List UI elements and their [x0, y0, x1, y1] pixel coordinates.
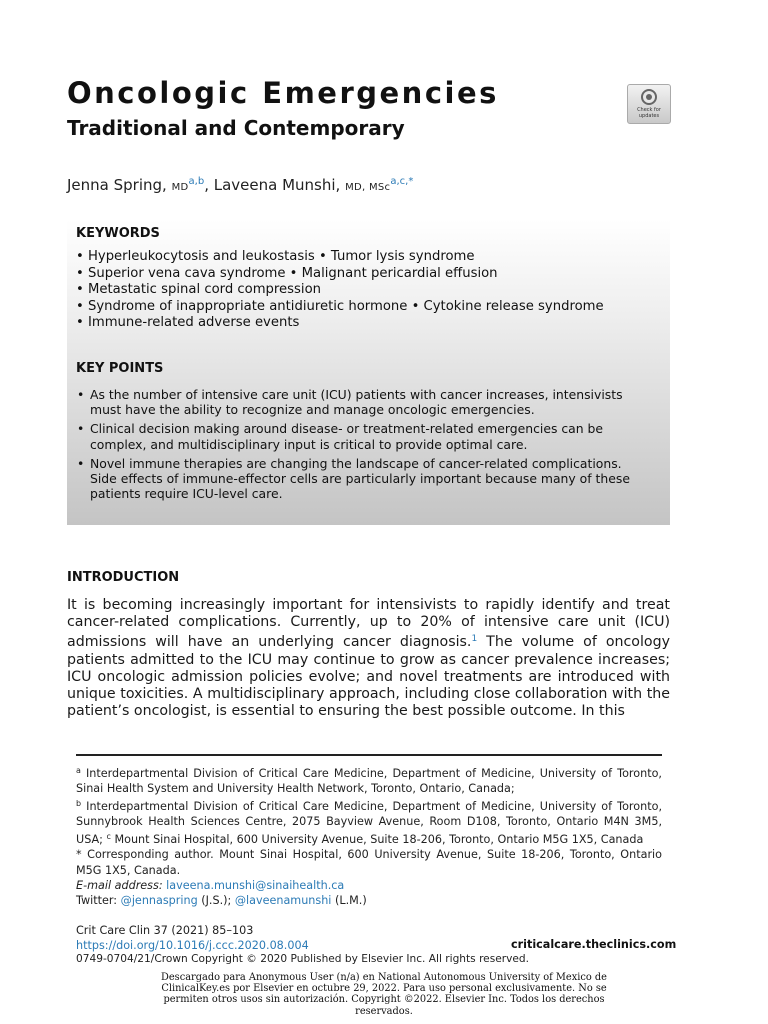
author-line: [67, 176, 413, 194]
keywords-list: [76, 249, 604, 332]
journal-citation: Crit Care Clin 37 (2021) 85–103: [76, 924, 254, 937]
intro-text-part: The volume of oncology patients admitted to the ICU may continue to grow as cancer prevalence increases; ICU oncologic admission policies evolve; and novel treatments are introduced with unique toxicities. A multidisciplinary approach, including close collaboration with the patient’s oncologist, is essential to ensuring the best possible outcome. In this: [67, 634, 670, 720]
affiliation-text: Mount Sinai Hospital, 600 University Avenue, Suite 18-206, Toronto, Ontario M5G 1X5, Canada: [114, 833, 644, 847]
journal-site-link[interactable]: criticalcare.theclinics.com: [511, 938, 677, 951]
twitter-link-laveena[interactable]: @laveenamunshi: [234, 893, 332, 907]
footnote-mark: c: [106, 832, 111, 842]
copyright-line: 0749-0704/21/Crown Copyright © 2020 Published by Elsevier Inc. All rights reserved.: [76, 953, 529, 965]
key-point: • Clinical decision making around disease- or treatment-related emergencies can be complex, and multidisciplinary input is critical to provide optimal care.: [76, 421, 649, 451]
introduction-heading: INTRODUCTION: [67, 570, 180, 585]
key-point: • Novel immune therapies are changing the landscape of cancer-related complications. Side effects of immune-effector cells are particularly important because many of these patients require ICU-level care.: [76, 456, 649, 502]
affiliation-marker[interactable]: a,c,*: [390, 176, 414, 187]
footnote-mark: b: [76, 799, 82, 809]
check-for-updates-label: Check for updates: [637, 107, 661, 119]
introduction-text: [67, 597, 670, 720]
intro-text-part: It is becoming increasingly important for intensivists to rapidly identify and treat cancer-related complications. Currently, up to 20% of intensive care unit (ICU) admissions will have an underlying cancer diagnosis.: [67, 597, 670, 651]
twitter-note: (J.S.);: [201, 893, 232, 907]
keyword-line: • Syndrome of inappropriate antidiuretic hormone • Cytokine release syndrome: [76, 298, 604, 314]
article-title: Oncologic Emergencies: [67, 76, 499, 110]
keyword-line: • Immune-related adverse events: [76, 315, 300, 331]
twitter-line: [76, 893, 662, 908]
affiliation-footnote: [76, 763, 662, 796]
footnotes: [76, 763, 662, 908]
keyword-line: • Hyperleukocytosis and leukostasis • Tumor lysis syndrome: [76, 249, 475, 264]
update-check-icon: [641, 89, 657, 105]
author-degree: MD: [171, 182, 189, 193]
footnote-mark: a: [76, 766, 81, 775]
twitter-link-jenna[interactable]: @jennaspring: [120, 893, 198, 907]
keywords-heading: KEYWORDS: [76, 226, 160, 241]
affiliation-footnote: [76, 796, 662, 847]
affiliation-text: Interdepartmental Division of Critical Care Medicine, Department of Medicine, University of Toronto, Sunnybrook Health Sciences Centre, 2075 Bayview Avenue, Room D108, Toronto, Ontario M4N 3M5, USA;: [76, 800, 663, 847]
author-degree: MD, MSc: [345, 182, 391, 193]
reference-link[interactable]: 1: [471, 634, 478, 645]
email-label: E-mail address:: [76, 878, 163, 892]
keyword-line: • Metastatic spinal cord compression: [76, 282, 321, 298]
doi-link[interactable]: https://doi.org/10.1016/j.ccc.2020.08.004: [76, 939, 309, 952]
affiliation-marker[interactable]: a,b: [188, 176, 205, 187]
twitter-note: (L.M.): [334, 893, 367, 907]
footnote-divider: [76, 754, 662, 756]
affiliation-text: Interdepartmental Division of Critical Care Medicine, Department of Medicine, University of Toronto, Sinai Health System and University Health Network, Toronto, Ontario, Canada;: [76, 767, 662, 796]
keywords-box: [67, 220, 670, 525]
key-point: • As the number of intensive care unit (ICU) patients with cancer increases, intensivists must have the ability to recognize and manage oncologic emergencies.: [76, 387, 649, 417]
twitter-label: Twitter:: [76, 893, 118, 907]
key-points-heading: KEY POINTS: [76, 361, 164, 376]
email-link[interactable]: laveena.munshi@sinaihealth.ca: [166, 878, 345, 892]
download-notice: Descargado para Anonymous User (n/a) en National Autonomous University of Mexico de ClinicalKey.es por Elsevier en octubre 29, 2022. Para uso personal exclusivamente. No se permiten otros usos sin autorización. Copyright ©2022. Elsevier Inc. Todos los derechos reservados.: [161, 972, 607, 1017]
author-separator: ,: [204, 176, 209, 194]
corresponding-author: * Corresponding author. Mount Sinai Hospital, 600 University Avenue, Suite 18-206, Toronto, Ontario M5G 1X5, Canada.: [76, 848, 662, 877]
keyword-line: • Superior vena cava syndrome • Malignant pericardial effusion: [76, 265, 498, 281]
author-name: Jenna Spring,: [67, 176, 167, 194]
journal-info: [76, 923, 309, 953]
key-points-list: [76, 387, 649, 505]
author-name: Laveena Munshi,: [213, 176, 341, 194]
email-line: [76, 878, 662, 893]
check-for-updates-badge[interactable]: [627, 84, 671, 124]
article-subtitle: Traditional and Contemporary: [67, 116, 405, 140]
